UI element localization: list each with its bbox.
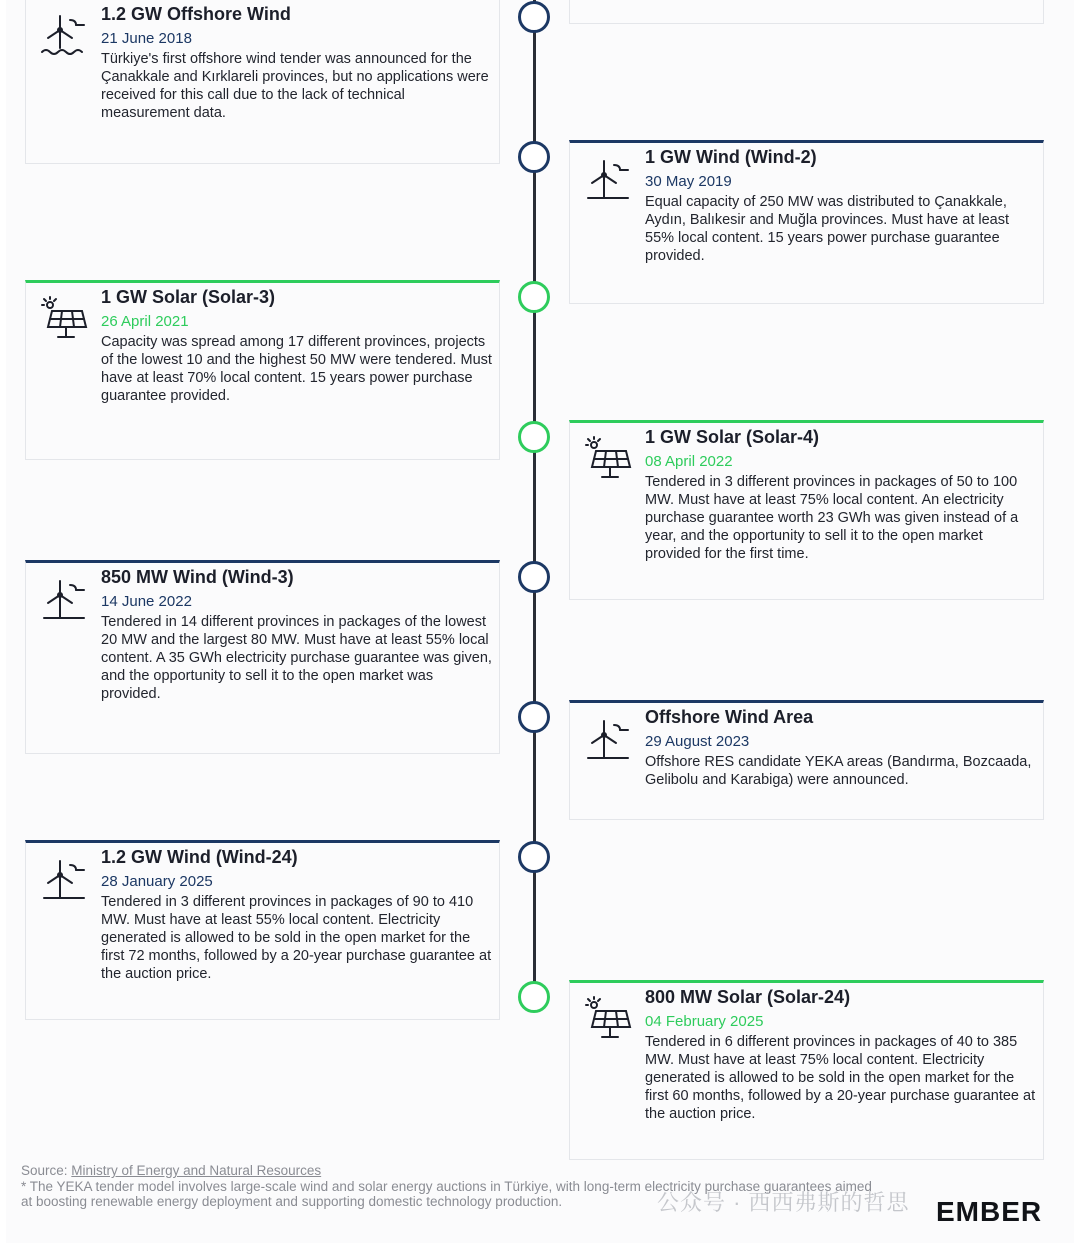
- timeline-card: [25, 840, 500, 1020]
- timeline-node-solar: [518, 281, 550, 313]
- event-title: 1.2 GW Offshore Wind: [101, 4, 291, 24]
- solar-panel-icon: [40, 295, 88, 343]
- timeline-card: [569, 420, 1044, 600]
- event-description: Offshore RES candidate YEKA areas (Bandırma, Bozcaada, Gelibolu and Karabiga) were announced.: [645, 754, 1032, 788]
- source-line: [21, 1163, 881, 1179]
- source-link[interactable]: Ministry of Energy and Natural Resources: [71, 1163, 322, 1178]
- timeline-card: [25, 560, 500, 754]
- wind-turbine-icon: [584, 155, 632, 203]
- event-description: Türkiye's first offshore wind tender was announced for the Çanakkale and Kırklareli provinces, but no applications were received for this call due to the lack of technical measurement data.: [101, 51, 489, 121]
- event-title: Offshore Wind Area: [645, 707, 814, 727]
- event-title: 850 MW Wind (Wind-3): [101, 567, 294, 587]
- event-date: 30 May 2019: [645, 173, 732, 190]
- timeline-node-wind: [518, 561, 550, 593]
- event-date: 28 January 2025: [101, 873, 213, 890]
- event-description: Tendered in 3 different provinces in packages of 50 to 100 MW. Must have at least 75% local content. An electricity purchase guarantee worth 23 GWh was given instead of a year, and the opportunity to sell it to the open market provided for the first time.: [645, 474, 1019, 562]
- event-title: 1 GW Solar (Solar-3): [101, 287, 276, 307]
- wind-turbine-icon: [40, 575, 88, 623]
- watermark: 公众号 · 西西弗斯的哲思: [657, 1190, 910, 1215]
- event-date: 21 June 2018: [101, 30, 192, 47]
- event-date: 08 April 2022: [645, 453, 733, 470]
- timeline-node-wind: [518, 701, 550, 733]
- event-title: 1 GW Wind (Wind-2): [645, 147, 817, 167]
- event-description: Tendered in 14 different provinces in packages of the lowest 20 MW and the largest 80 MW. Must have at least 55% local content. A 35 GWh electricity purchase guarantee was given, and the opportunity to sell it to the open market was provided.: [101, 614, 492, 702]
- ember-logo: EMBER: [936, 1196, 1043, 1227]
- event-description: Tendered in 6 different provinces in packages of 40 to 385 MW. Must have at least 75% local content. Electricity generated is allowed to be sold in the open market for the first 60 months, followed by a 20-year purchase guarantee at the auction price.: [645, 1034, 1036, 1122]
- event-title: 1.2 GW Wind (Wind-24): [101, 847, 298, 867]
- event-date: 14 June 2022: [101, 593, 192, 610]
- solar-panel-icon: [584, 995, 632, 1043]
- event-date: 26 April 2021: [101, 313, 189, 330]
- event-date: 29 August 2023: [645, 733, 750, 750]
- card-stub: [569, 0, 1044, 24]
- footnote: * The YEKA tender model involves large-scale wind and solar energy auctions in Türkiye, with long-term electricity purchase guarantees aimed at boosting renewable energy deployment and supporting domestic technology production.: [21, 1178, 872, 1209]
- event-description: Equal capacity of 250 MW was distributed to Çanakkale, Aydın, Balıkesir and Muğla provinces. Must have at least 55% local content. 15 years power purchase guarantee provided.: [645, 194, 1010, 264]
- timeline-card: [569, 140, 1044, 304]
- timeline-node-wind: [518, 841, 550, 873]
- wind-turbine-icon: [40, 855, 88, 903]
- wind-turbine-icon: [584, 715, 632, 763]
- timeline-card: [25, 0, 500, 164]
- source-label: Source:: [21, 1163, 68, 1178]
- offshore-wind-icon: [40, 12, 88, 60]
- timeline-node-solar: [518, 981, 550, 1013]
- solar-panel-icon: [584, 435, 632, 483]
- event-title: 1 GW Solar (Solar-4): [645, 427, 820, 447]
- event-date: 04 February 2025: [645, 1013, 764, 1030]
- event-title: 800 MW Solar (Solar-24): [645, 987, 851, 1007]
- event-description: Tendered in 3 different provinces in packages of 90 to 410 MW. Must have at least 55% local content. Electricity generated is allowed to be sold in the open market for the first 72 months, followed by a 20-year purchase guarantee at the auction price.: [101, 894, 492, 982]
- timeline-card: [569, 980, 1044, 1160]
- timeline-card: [569, 700, 1044, 820]
- event-description: Capacity was spread among 17 different provinces, projects of the lowest 10 and the highest 50 MW were tendered. Must have at least 70% local content. 15 years power purchase guarantee provided.: [101, 334, 492, 404]
- timeline-node-wind: [518, 1, 550, 33]
- timeline-node-solar: [518, 421, 550, 453]
- timeline-node-wind: [518, 141, 550, 173]
- timeline-card: [25, 280, 500, 460]
